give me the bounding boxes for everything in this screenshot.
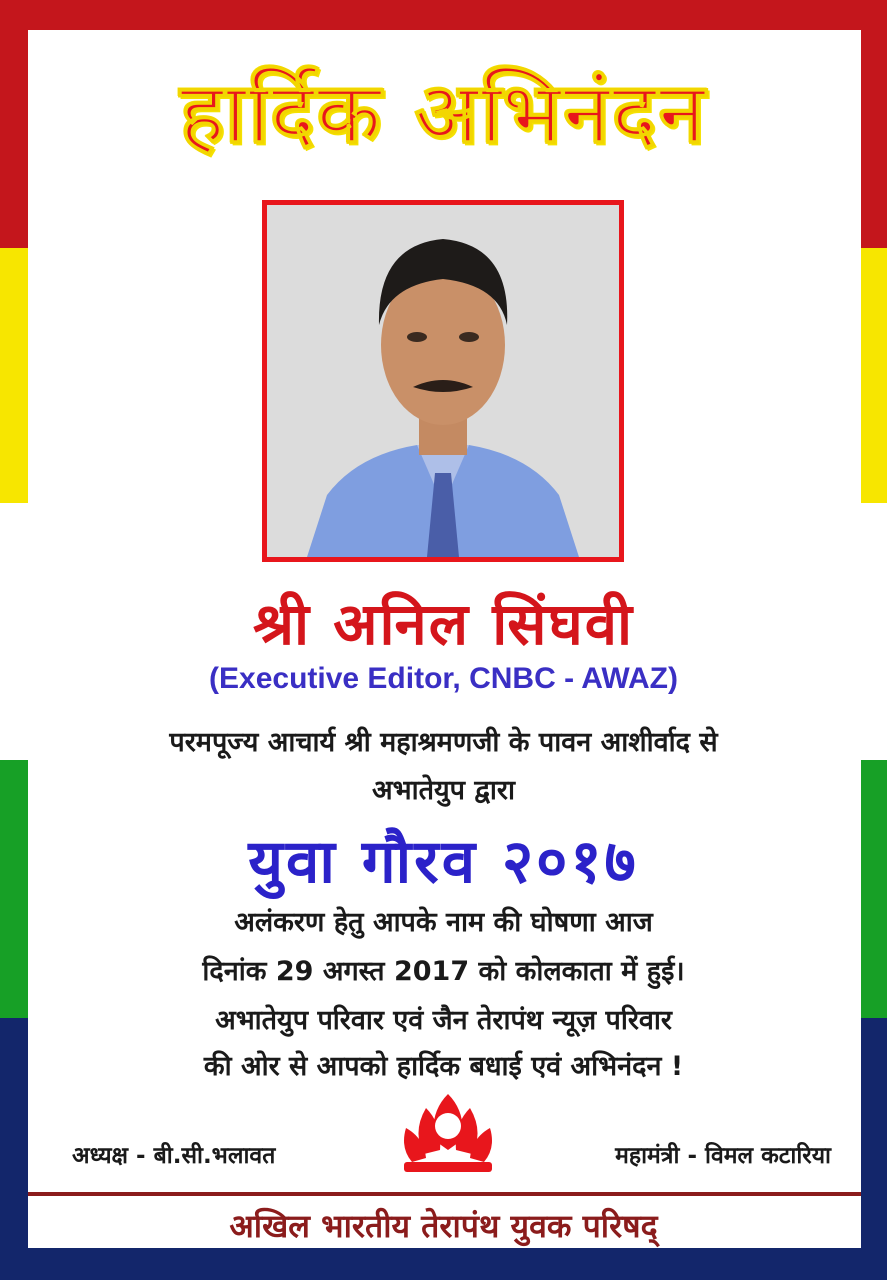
award-title: युवा गौरव २०१७ [248, 827, 639, 897]
poster-title: हार्दिक अभिनंदन [179, 64, 708, 162]
announcement-line: अभातेयुप परिवार एवं जैन तेरापंथ न्यूज़ परिवार [215, 1005, 672, 1036]
footer-divider [28, 1192, 861, 1196]
announcement-line: की ओर से आपको हार्दिक बधाई एवं अभिनंदन ! [203, 1051, 684, 1082]
by-line: अभातेयुप द्वारा [372, 775, 515, 806]
blessing-line: परमपूज्य आचार्य श्री महाश्रमणजी के पावन आशीर्वाद से [169, 727, 718, 758]
president-signature: अध्यक्ष - बी.सी.भलावत [72, 1143, 276, 1169]
lotus-emblem-icon [396, 1088, 500, 1180]
honoree-photo [262, 200, 624, 562]
organization-name: अखिल भारतीय तेरापंथ युवक परिषद् [229, 1207, 658, 1245]
honoree-designation: (Executive Editor, CNBC - AWAZ) [209, 662, 678, 695]
announcement-line: दिनांक 29 अगस्त 2017 को कोलकाता में हुई। [202, 956, 685, 987]
honoree-name: श्री अनिल सिंघवी [252, 590, 635, 658]
secretary-signature: महामंत्री - विमल कटारिया [615, 1143, 831, 1169]
portrait-illustration [267, 205, 619, 557]
announcement-line: अलंकरण हेतु आपके नाम की घोषणा आज [234, 907, 653, 938]
